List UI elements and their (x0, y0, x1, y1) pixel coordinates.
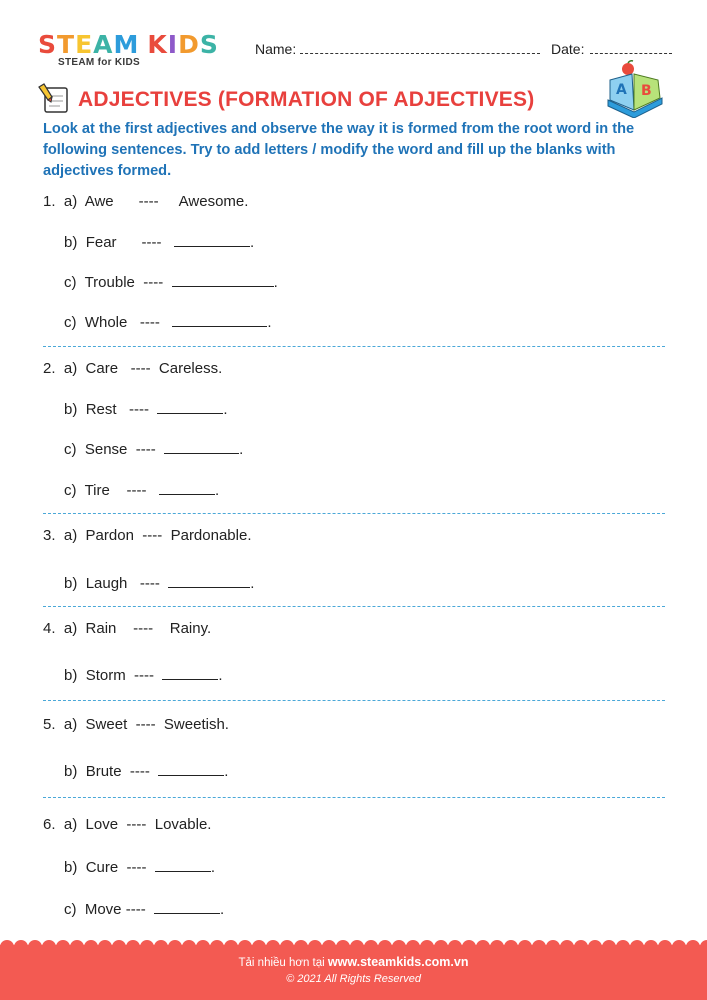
book-letter-b: B (641, 83, 652, 99)
separator: ---- (130, 360, 151, 377)
root-word: Sweet (85, 716, 128, 733)
question-item (64, 481, 219, 499)
separator: ---- (143, 274, 164, 291)
root-word: Brute (85, 763, 122, 780)
logo-subtitle: STEAM for KIDS (58, 57, 140, 68)
page-title: ADJECTIVES (FORMATION OF ADJECTIVES) (78, 88, 535, 111)
logo-letter: S (38, 30, 58, 59)
separator: ---- (125, 901, 146, 918)
logo-letter: I (167, 30, 179, 59)
root-word: Whole (84, 314, 128, 331)
example-answer: Pardonable. (170, 527, 252, 544)
separator: ---- (139, 314, 160, 331)
blank-period: . (267, 314, 272, 331)
question-item (64, 273, 278, 291)
logo-letter: D (178, 30, 200, 59)
answer-blank[interactable] (157, 400, 223, 414)
question-number: 3. (43, 527, 56, 544)
question-item (43, 527, 252, 544)
footer-website-link[interactable]: www.steamkids.com.vn (327, 955, 469, 969)
logo-letter: A (93, 30, 114, 59)
question-item (64, 900, 224, 918)
root-word: Rest (85, 401, 117, 418)
answer-blank[interactable] (159, 481, 215, 495)
footer-copyright: © 2021 All Rights Reserved (286, 973, 421, 985)
question-item (43, 620, 211, 637)
blank-period: . (215, 482, 220, 499)
question-item (43, 193, 248, 210)
separator: ---- (134, 667, 155, 684)
item-letter: a) (63, 816, 78, 833)
item-letter: c) (64, 314, 77, 331)
blank-period: . (250, 575, 255, 592)
example-answer: Rainy. (169, 620, 212, 637)
question-item (64, 858, 215, 876)
footer-prefix: Tải nhiều hơn tại (238, 957, 325, 969)
root-word: Storm (85, 667, 126, 684)
section-divider (43, 700, 665, 701)
question-item (64, 666, 223, 684)
item-letter: b) (64, 763, 78, 780)
answer-blank[interactable] (172, 313, 267, 327)
separator: ---- (129, 401, 150, 418)
answer-blank[interactable] (168, 574, 250, 588)
question-number: 6. (43, 816, 56, 833)
answer-blank[interactable] (158, 762, 224, 776)
blank-period: . (218, 667, 223, 684)
abc-book-icon (604, 60, 666, 118)
section-divider (43, 346, 665, 347)
separator: ---- (142, 527, 163, 544)
item-letter: b) (64, 401, 78, 418)
logo-letter: E (75, 30, 94, 59)
item-letter: c) (64, 274, 77, 291)
example-answer: Awesome. (178, 193, 249, 210)
pencil-paper-icon (36, 82, 70, 116)
example-answer: Sweetish. (163, 716, 229, 733)
root-word: Love (85, 816, 119, 833)
item-letter: c) (64, 441, 77, 458)
root-word: Sense (84, 441, 128, 458)
logo-letter: S (199, 30, 219, 59)
blank-period: . (224, 763, 229, 780)
separator: ---- (126, 816, 147, 833)
logo-letter: M (113, 30, 140, 59)
question-item (64, 574, 254, 592)
question-item (64, 762, 228, 780)
answer-blank[interactable] (174, 233, 250, 247)
answer-blank[interactable] (162, 666, 218, 680)
root-word: Trouble (84, 274, 135, 291)
root-word: Rain (85, 620, 117, 637)
item-letter: a) (63, 360, 78, 377)
question-number: 5. (43, 716, 56, 733)
answer-blank[interactable] (155, 858, 211, 872)
question-item (64, 313, 272, 331)
logo-letter: T (57, 30, 76, 59)
separator: ---- (126, 859, 147, 876)
logo-title (38, 32, 219, 58)
logo-letter: K (147, 30, 168, 59)
answer-blank[interactable] (164, 440, 239, 454)
example-answer: Lovable. (154, 816, 212, 833)
blank-period: . (273, 274, 278, 291)
blank-period: . (239, 441, 244, 458)
section-divider (43, 606, 665, 607)
section-divider (43, 513, 665, 514)
root-word: Move (84, 901, 122, 918)
steam-kids-logo (38, 32, 238, 72)
blank-period: . (220, 901, 225, 918)
separator: ---- (139, 575, 160, 592)
separator: ---- (126, 482, 147, 499)
item-letter: c) (64, 482, 77, 499)
separator: ---- (135, 441, 156, 458)
book-letter-a: A (616, 82, 627, 98)
example-answer: Careless. (158, 360, 223, 377)
separator: ---- (129, 763, 150, 780)
section-divider (43, 797, 665, 798)
name-label: Name: (255, 41, 297, 57)
item-letter: a) (63, 716, 78, 733)
question-item (43, 716, 229, 733)
item-letter: b) (64, 575, 78, 592)
item-letter: a) (63, 527, 78, 544)
instructions: Look at the first adjectives and observe the way it is formed from the root word in the following sentences. Try to add letters / modify the word and fill up the blanks with adjectives formed. (43, 121, 635, 179)
question-item (64, 233, 254, 251)
root-word: Fear (85, 234, 117, 251)
question-item (43, 816, 211, 833)
item-letter: b) (64, 667, 78, 684)
blank-period: . (250, 234, 255, 251)
answer-blank[interactable] (154, 900, 220, 914)
item-letter: c) (64, 901, 77, 918)
name-field[interactable] (300, 53, 540, 54)
separator: ---- (133, 620, 154, 637)
root-word: Awe (84, 193, 114, 210)
root-word: Cure (85, 859, 119, 876)
separator: ---- (138, 193, 159, 210)
root-word: Laugh (85, 575, 128, 592)
root-word: Pardon (85, 527, 134, 544)
separator: ---- (141, 234, 162, 251)
item-letter: a) (63, 620, 78, 637)
date-field[interactable] (590, 53, 672, 54)
question-item (64, 400, 228, 418)
footer-website-line (0, 955, 707, 969)
separator: ---- (135, 716, 156, 733)
question-number: 1. (43, 193, 56, 210)
blank-period: . (210, 859, 216, 876)
item-letter: b) (64, 859, 78, 876)
question-item (43, 360, 222, 377)
root-word: Tire (84, 482, 110, 499)
item-letter: b) (64, 234, 78, 251)
question-number: 2. (43, 360, 56, 377)
blank-period: . (223, 401, 228, 418)
question-number: 4. (43, 620, 56, 637)
answer-blank[interactable] (172, 273, 274, 287)
item-letter: a) (63, 193, 78, 210)
question-item (64, 440, 243, 458)
date-label: Date: (551, 41, 585, 57)
root-word: Care (85, 360, 119, 377)
